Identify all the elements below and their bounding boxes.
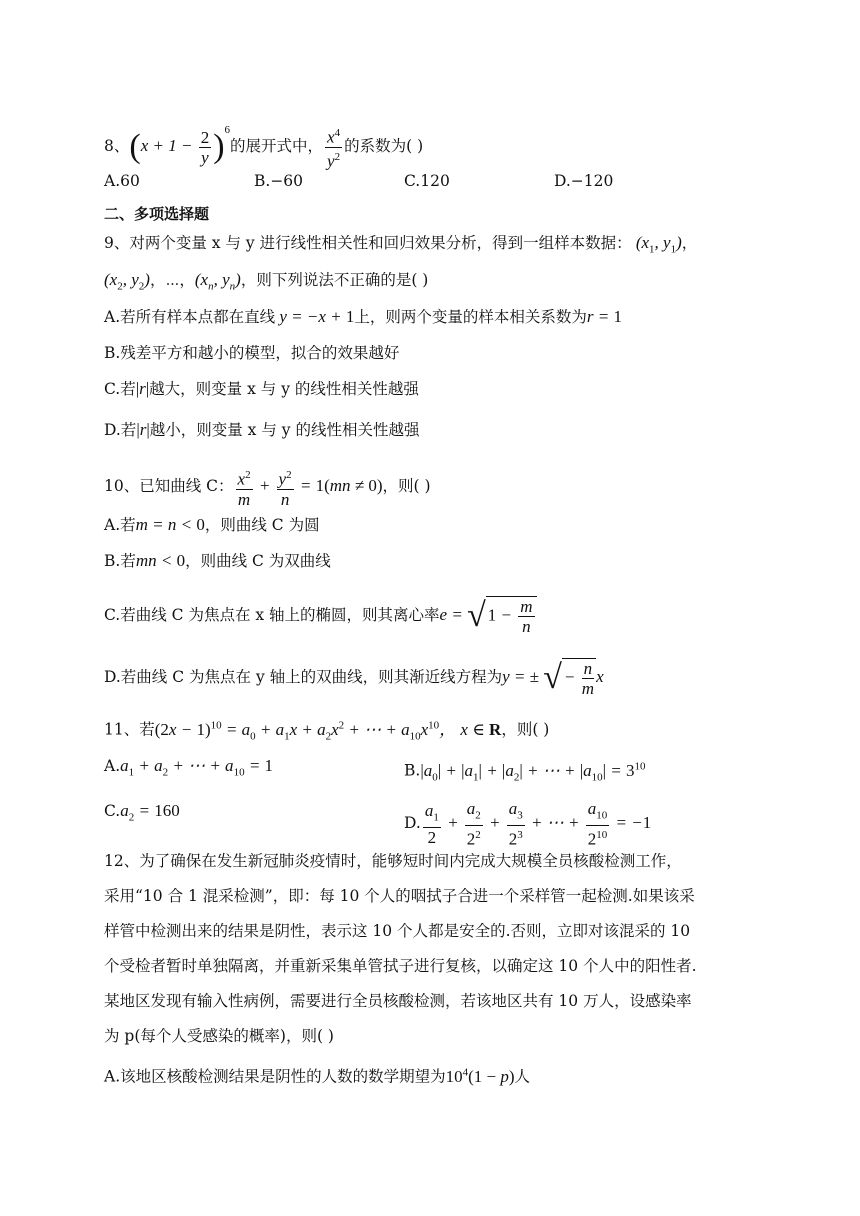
abs-r: |r| xyxy=(136,420,150,439)
q8-option-d: D.−120 xyxy=(554,172,614,190)
q12-option-a-post: 人 xyxy=(514,1067,531,1086)
question-10 xyxy=(104,466,431,509)
q9-option-a-text-2: 上，则两个变量的样本相关系数为 xyxy=(354,308,587,326)
q8-option-a: A.60 xyxy=(104,172,140,190)
q9-r-value: r = 1 xyxy=(586,307,622,326)
q10-text-end: ，则( ) xyxy=(382,477,431,496)
q9-line-equation: y = −x + 1 xyxy=(275,307,355,326)
q11-option-b xyxy=(404,754,645,789)
q10-option-a-post: ，则曲线 C 为圆 xyxy=(204,516,320,534)
q9-option-c-post: 越大，则变量 x 与 y 的线性相关性越强 xyxy=(149,380,419,398)
q10-option-d xyxy=(104,658,604,698)
q12-option-a xyxy=(104,1060,530,1089)
q9-option-d xyxy=(104,418,419,442)
q9-option-c xyxy=(104,377,419,401)
question-12-line-6: 为 p(每个人受感染的概率)，则( ) xyxy=(104,1027,334,1045)
q11-option-b-label: B. xyxy=(404,761,421,780)
q10-eccentricity: e = √ 1 − $\frac{m}{n}$ xyxy=(440,605,537,624)
q9-option-c-pre: C.若 xyxy=(104,380,136,398)
q11-option-d-expr: $\frac{a_1}{2}$ + $\frac{a_2}{2^2}$ + $\frac{a_3}{2^3}$ + ⋯ + $\frac{a_{10}}{2^{10}}$ = −1 xyxy=(424,799,652,850)
q10-option-a-pre: A.若 xyxy=(104,516,136,534)
q9-option-d-pre: D.若 xyxy=(104,421,137,439)
q8-option-b: B.−60 xyxy=(254,172,304,190)
q8-text: 的展开式中， xyxy=(230,137,324,155)
question-12-line-1: 12、为了确保在发生新冠肺炎疫情时，能够短时间内完成大规模全员核酸检测工作， xyxy=(104,852,682,870)
question-12-line-3: 样管中检测出来的结果是阴性，表示这 10 个人都是安全的.否则，立即对该混采的 10 xyxy=(104,922,691,940)
q8-text-end: 的系数为( ) xyxy=(344,137,424,155)
q11-option-c-expr: $a_2 = 160$ xyxy=(120,801,180,824)
q11-option-d-label: D. xyxy=(404,813,421,832)
q8-expression: (x + 1 − $\frac{2}{y}$ )$^6$ xyxy=(129,124,231,167)
question-9-cont: ($x_2$, $y_2$)，⋯，($x_n$, $y_n$)，则下列说法不正确的是( ) xyxy=(104,270,429,293)
q10-option-b-pre: B.若 xyxy=(104,552,136,570)
q9-option-d-post: 越小，则变量 x 与 y 的线性相关性越强 xyxy=(149,421,420,439)
q9-sample-1: ($x_1$, $y_1$) xyxy=(631,233,682,256)
q11-option-c-label: C. xyxy=(104,802,121,820)
q9-option-a xyxy=(104,305,622,329)
q9-text: 9、对两个变量 x 与 y 进行线性相关性和回归效果分析，得到一组样本数据： xyxy=(104,234,632,252)
q11-text-end: ，则( ) xyxy=(501,720,550,739)
question-11 xyxy=(104,713,549,748)
q11-option-a xyxy=(104,754,273,784)
q10-option-c xyxy=(104,596,537,636)
q12-option-a-text: A.该地区核酸检测结果是阴性的人数的数学期望为 xyxy=(104,1067,446,1086)
q10-option-b xyxy=(104,549,331,573)
q11-option-d xyxy=(404,799,651,849)
q11-option-a-label: A. xyxy=(104,757,121,775)
q10-option-b-post: ，则曲线 C 为双曲线 xyxy=(185,552,331,570)
q10-condition-b: mn < 0 xyxy=(135,551,186,570)
section-heading: 二、多项选择题 xyxy=(104,205,210,223)
q9-text-end: ，则下列说法不正确的是( ) xyxy=(240,271,429,289)
question-12-line-5: 某地区发现有输入性病例，需要进行全员核酸检测，若该地区共有 10 万人，设感染率 xyxy=(104,992,692,1010)
q11-text: 11、若 xyxy=(104,720,155,739)
question-8 xyxy=(104,118,423,170)
q11-option-a-expr: $a_1 + a_2$ + ⋯ + $a_{10} = 1$ xyxy=(120,756,274,779)
q8-term: $\frac{x^4}{y^2}$ xyxy=(323,136,344,155)
question-12-line-2: 采用“10 合 1 混采检测”，即：每 10 个人的咽拭子合进一个采样管一起检测.如果该采 xyxy=(104,887,695,905)
q10-option-d-text: D.若曲线 C 为焦点在 y 轴上的双曲线，则其渐近线方程为 xyxy=(104,667,503,686)
q10-text: 10、已知曲线 C： xyxy=(104,477,234,496)
q11-option-c xyxy=(104,799,180,829)
q9-samples: ($x_2$, $y_2$) xyxy=(104,270,150,293)
question-number: 8、 xyxy=(104,137,130,155)
q11-option-b-expr: $|a_0| + |a_1| + |a_2|$ + ⋯ + $|a_{10}| = 3^{10}$ xyxy=(420,760,646,784)
q8-option-c: C.120 xyxy=(404,172,450,190)
abs-r: |r| xyxy=(135,379,150,398)
q12-expectation: $10^4(1 - p)$ xyxy=(445,1066,515,1086)
q10-option-c-text: C.若曲线 C 为焦点在 x 轴上的椭圆，则其离心率 xyxy=(104,605,440,624)
q9-option-b: B.残差平方和越小的模型，拟合的效果越好 xyxy=(104,344,400,362)
q9-sample-n: ($x_n$, $y_n$) xyxy=(194,270,241,293)
q10-condition-a: m = n < 0 xyxy=(135,515,205,534)
q11-expansion: $(2x - 1)^{10} = a_0 + a_1x + a_2x^2$ + ⋯ + $a_{10}x^{10}$， x ∈ R xyxy=(154,719,502,743)
q10-option-a xyxy=(104,513,320,537)
q10-curve-equation: $\frac{x^2}{m}$ + $\frac{y^2}{n}$ = 1(mn ≠ 0) xyxy=(234,476,383,495)
q9-option-a-text: A.若所有样本点都在直线 xyxy=(104,308,276,326)
question-9: 9、对两个变量 x 与 y 进行线性相关性和回归效果分析，得到一组样本数据： ($x_1$, $y_1$)， xyxy=(104,233,698,256)
q10-asymptote: y = ± √ − $\frac{n}{m}$ x xyxy=(502,659,604,698)
question-12-line-4: 个受检者暂时单独隔离，并重新采集单管拭子进行复核，以确定这 10 个人中的阳性者. xyxy=(104,957,697,975)
